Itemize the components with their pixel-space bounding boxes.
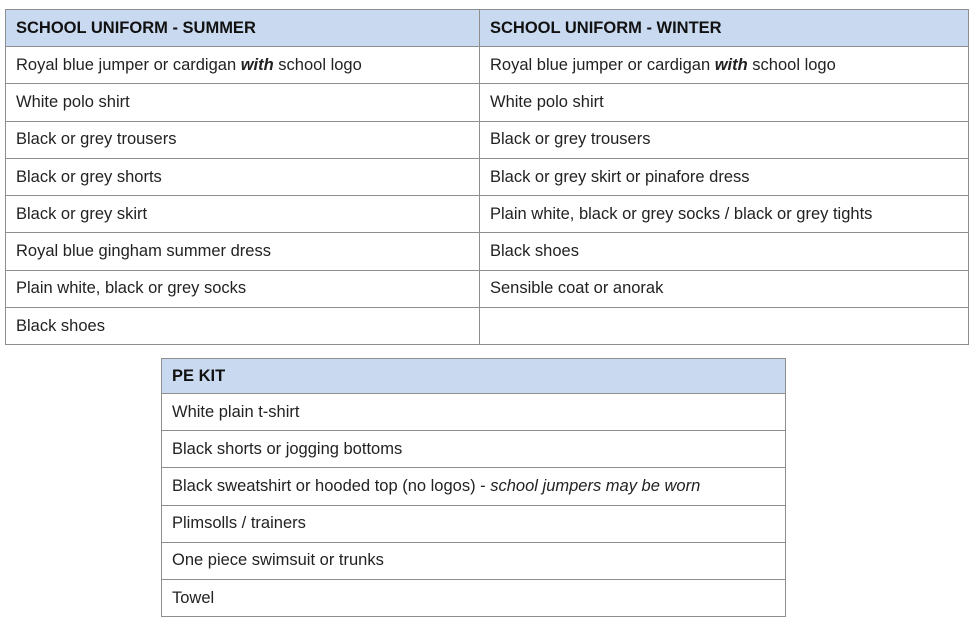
winter-item — [480, 196, 969, 233]
winter-item — [480, 121, 969, 158]
summer-item-pre: Black or grey trousers — [16, 130, 177, 149]
winter-item — [480, 233, 969, 270]
pe-kit-header-row — [162, 359, 786, 394]
pe-kit-item-note: school jumpers may be worn — [490, 476, 701, 495]
summer-item-pre: Royal blue jumper or cardigan — [16, 55, 241, 74]
table-row — [162, 431, 786, 468]
summer-item-post: school logo — [273, 55, 362, 74]
uniform-table — [5, 9, 969, 345]
winter-item-pre: Royal blue jumper or cardigan — [490, 55, 715, 74]
table-row — [6, 158, 969, 195]
summer-item — [6, 158, 480, 195]
summer-item — [6, 121, 480, 158]
pe-kit-item — [162, 468, 786, 505]
summer-item-pre: Royal blue gingham summer dress — [16, 242, 271, 261]
pe-kit-item-text: Black sweatshirt or hooded top (no logos) - — [172, 476, 491, 495]
table-row — [162, 505, 786, 542]
winter-item-pre: Black or grey skirt or pinafore dress — [490, 167, 750, 186]
pe-kit-header: PE KIT — [162, 359, 786, 394]
uniform-header-row — [6, 10, 969, 47]
winter-item-post: school logo — [747, 55, 836, 74]
table-row — [6, 270, 969, 307]
winter-item — [480, 308, 969, 345]
summer-header: SCHOOL UNIFORM - SUMMER — [6, 10, 480, 47]
pe-kit-item — [162, 394, 786, 431]
winter-item — [480, 270, 969, 307]
table-row — [162, 542, 786, 579]
pe-kit-item — [162, 579, 786, 616]
pe-kit-item-text: Plimsolls / trainers — [172, 514, 306, 533]
table-row — [162, 394, 786, 431]
winter-item-pre: Plain white, black or grey socks / black or grey tights — [490, 204, 873, 223]
winter-item-pre: Sensible coat or anorak — [490, 279, 664, 298]
summer-item — [6, 308, 480, 345]
table-row — [162, 468, 786, 505]
table-row — [6, 121, 969, 158]
winter-header: SCHOOL UNIFORM - WINTER — [480, 10, 969, 47]
summer-item-emph: with — [240, 55, 274, 74]
pe-kit-item-text: White plain t-shirt — [172, 402, 300, 421]
pe-kit-item-text: Towel — [172, 588, 215, 607]
winter-item — [480, 47, 969, 84]
pe-kit-item-text: One piece swimsuit or trunks — [172, 551, 384, 570]
summer-item — [6, 47, 480, 84]
table-row — [6, 84, 969, 121]
summer-item — [6, 233, 480, 270]
summer-item-pre: Black or grey shorts — [16, 167, 162, 186]
winter-item — [480, 84, 969, 121]
winter-item-pre: Black or grey trousers — [490, 130, 651, 149]
summer-item-pre: Black shoes — [16, 316, 105, 335]
table-row — [6, 308, 969, 345]
summer-item-pre: Black or grey skirt — [16, 204, 148, 223]
table-row — [6, 196, 969, 233]
pe-kit-item — [162, 431, 786, 468]
winter-item-pre: White polo shirt — [490, 92, 604, 111]
table-row — [162, 579, 786, 616]
table-row — [6, 233, 969, 270]
pe-kit-item-text: Black shorts or jogging bottoms — [172, 439, 403, 458]
pe-kit-item — [162, 542, 786, 579]
summer-item — [6, 270, 480, 307]
summer-item-pre: Plain white, black or grey socks — [16, 279, 247, 298]
summer-item — [6, 196, 480, 233]
winter-item-emph: with — [714, 55, 748, 74]
pe-kit-table — [161, 358, 786, 617]
winter-item — [480, 158, 969, 195]
summer-item — [6, 84, 480, 121]
pe-kit-item — [162, 505, 786, 542]
summer-item-pre: White polo shirt — [16, 92, 130, 111]
table-row — [6, 47, 969, 84]
winter-item-pre: Black shoes — [490, 242, 579, 261]
